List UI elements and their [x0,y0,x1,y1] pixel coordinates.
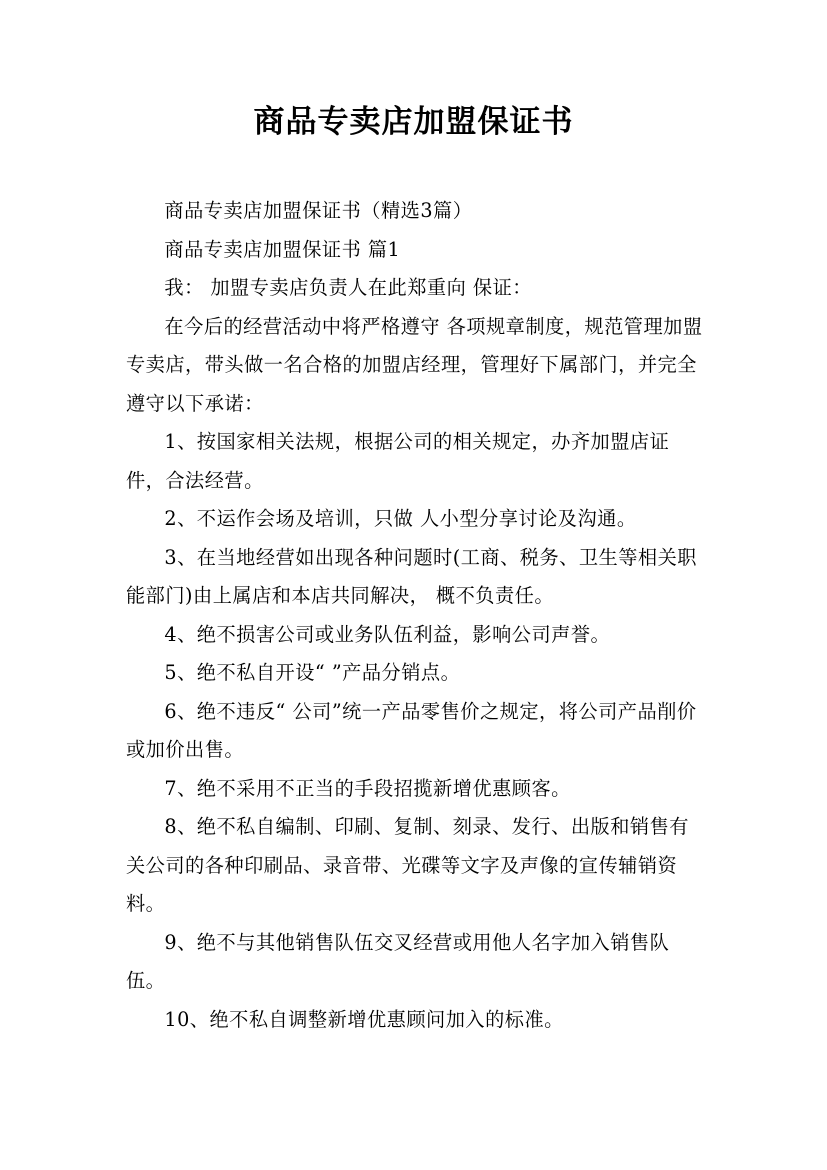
paragraph-item-2: 2、不运作会场及培训，只做 人小型分享讨论及沟通。 [164,507,637,530]
paragraph-item-6: 6、绝不违反“ 公司”统一产品零售价之规定，将公司产品削价或加价出售。 [126,699,697,761]
paragraph-pledge-statement: 在今后的经营活动中将严格遵守 各项规章制度，规范管理加盟专卖店，带头做一名合格的加盟店经理，管理好下属部门，并完全遵守以下承诺： [126,314,703,415]
document-body [126,192,706,1039]
paragraph-pledge-intro: 我： 加盟专卖店负责人在此郑重向 保证： [164,276,532,299]
paragraph-item-8: 8、绝不私自编制、印刷、复制、刻录、发行、出版和销售有关公司的各种印刷品、录音带、光碟等文字及声像的宣传辅销资料。 [126,815,689,915]
paragraph-item-5: 5、绝不私自开设“ ”产品分销点。 [164,661,461,684]
document-title: 商品专卖店加盟保证书 [253,104,574,140]
paragraph-item-9: 9、绝不与其他销售队伍交叉经营或用他人名字加入销售队伍。 [126,930,670,992]
paragraph-item-7: 7、绝不采用不正当的手段招揽新增优惠顾客。 [164,776,571,800]
paragraph-subtitle: 商品专卖店加盟保证书（精选3篇） [164,199,473,222]
paragraph-item-4: 4、绝不损害公司或业务队伍利益，影响公司声誉。 [164,622,611,646]
paragraph-item-1: 1、按国家相关法规，根据公司的相关规定，办齐加盟店证件，合法经营。 [126,430,670,492]
paragraph-item-3: 3、在当地经营如出现各种问题时(工商、税务、卫生等相关职能部门)由上属店和本店共同解决， 概不负责任。 [126,545,697,607]
paragraph-item-10: 10、绝不私自调整新增优惠顾问加入的标准。 [164,1007,564,1031]
paragraph-section-heading: 商品专卖店加盟保证书 篇1 [164,237,401,261]
